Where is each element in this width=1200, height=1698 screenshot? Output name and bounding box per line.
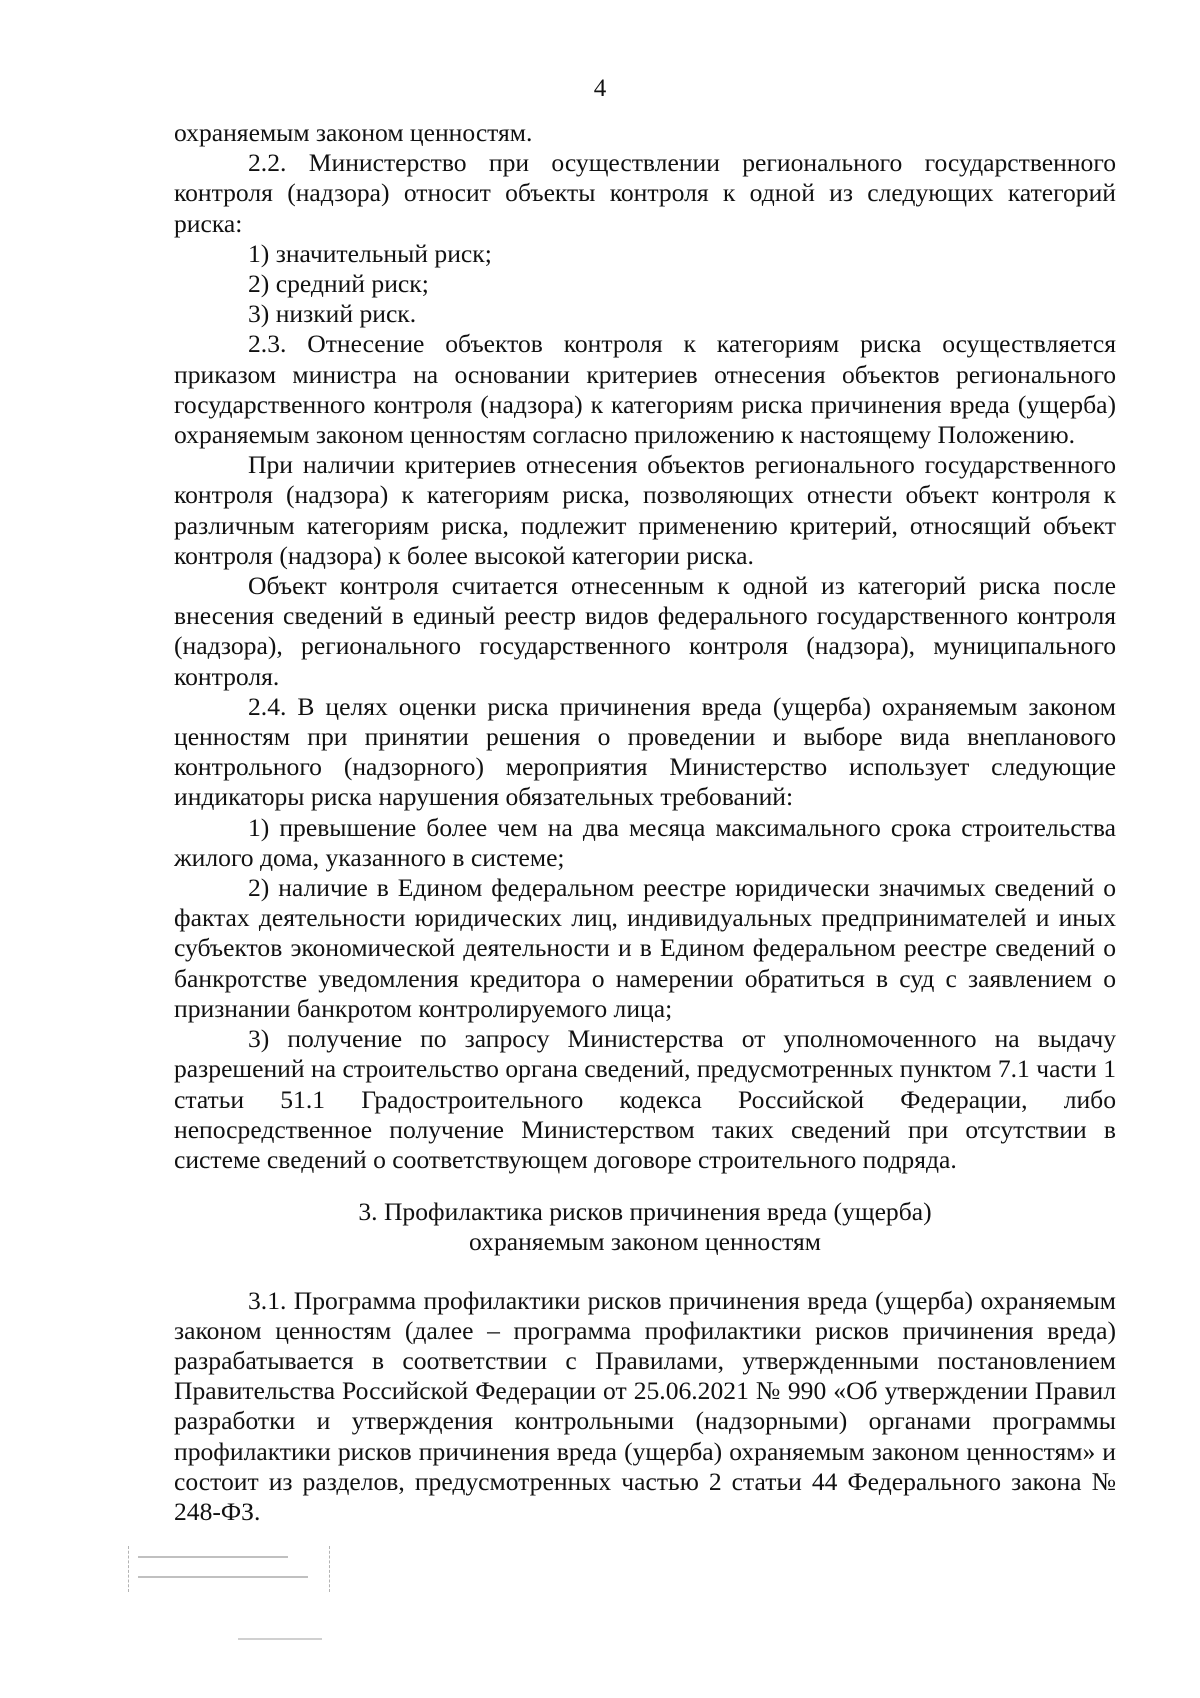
paragraph-2-2: 2.2. Министерство при осуществлении регионального государственного контроля (надзора) относит объекты контроля к одной из следующих категорий риска:	[174, 148, 1116, 238]
stamp-line	[238, 1638, 322, 1640]
stamp-line	[138, 1576, 308, 1578]
indicator-item-2: 2) наличие в Едином федеральном реестре юридически значимых сведений о фактах деятельности юридических лиц, индивидуальных предпринимателей и иных субъектов экономической деятельности и в Едином федеральном реестре сведений о банкротстве уведомления кредитора о намерении обратиться в суд с заявлением о признании банкротом контролируемого лица;	[174, 873, 1116, 1023]
page-number: 4	[593, 75, 607, 102]
section-3-heading-line-2: охраняемым законом ценностям	[469, 1227, 821, 1257]
list-item-risk-significant: 1) значительный риск;	[248, 238, 492, 268]
paragraph-3-1: 3.1. Программа профилактики рисков причинения вреда (ущерба) охраняемым законом ценностям (далее – программа профилактики рисков причинения вреда) разрабатывается в соответствии с Правилами, утвержденными постановлением Правительства Российской Федерации от 25.06.2021 № 990 «Об утверждении Правил разработки и утверждения контрольными (надзорными) органами программы профилактики рисков причинения вреда (ущерба) охраняемым законом ценностям» и состоит из разделов, предусмотренных частью 2 статьи 44 Федерального закона № 248-ФЗ.	[174, 1285, 1116, 1526]
faint-stamp	[118, 1540, 338, 1650]
paragraph-2-3: 2.3. Отнесение объектов контроля к категориям риска осуществляется приказом министра на основании критериев отнесения объектов регионального государственного контроля (надзора) к категориям риска причинения вреда (ущерба) охраняемым законом ценностям согласно приложению к настоящему Положению.	[174, 329, 1116, 450]
paragraph-2-4: 2.4. В целях оценки риска причинения вреда (ущерба) охраняемым законом ценностям при принятии решения о проведении и выборе вида внепланового контрольного (надзорного) мероприятия Министерство использует следующие индикаторы риска нарушения обязательных требований:	[174, 691, 1116, 812]
spacer	[174, 1175, 1116, 1197]
stamp-frame	[128, 1546, 330, 1592]
indicator-item-3: 3) получение по запросу Министерства от уполномоченного на выдачу разрешений на строительство органа сведений, предусмотренных пунктом 7.1 части 1 статьи 51.1 Градостроительного кодекса Российской Федерации, либо непосредственное получение Министерством таких сведений при отсутствии в системе сведений о соответствующем договоре строительного подряда.	[174, 1024, 1116, 1174]
paragraph-criteria: При наличии критериев отнесения объектов регионального государственного контроля (надзора) к категориям риска, позволяющих отнести объект контроля к различным категориям риска, подлежит применению критерий, относящий объект контроля (надзора) к более высокой категории риска.	[174, 450, 1116, 570]
spacer	[174, 1258, 1116, 1286]
paragraph-continuation: охраняемым законом ценностям.	[174, 118, 533, 147]
list-item-risk-medium: 2) средний риск;	[248, 269, 429, 299]
section-3-heading-line-1: 3. Профилактика рисков причинения вреда (ущерба)	[358, 1197, 932, 1227]
list-item-risk-low: 3) низкий риск.	[248, 299, 417, 329]
stamp-line	[138, 1556, 288, 1558]
indicator-item-1: 1) превышение более чем на два месяца максимального срока строительства жилого дома, указанного в системе;	[174, 812, 1116, 872]
document-body	[174, 118, 1116, 1527]
paragraph-registry: Объект контроля считается отнесенным к одной из категорий риска после внесения сведений в единый реестр видов федерального государственного контроля (надзора), регионального государственного контроля (надзора), муниципального контроля.	[174, 571, 1116, 691]
